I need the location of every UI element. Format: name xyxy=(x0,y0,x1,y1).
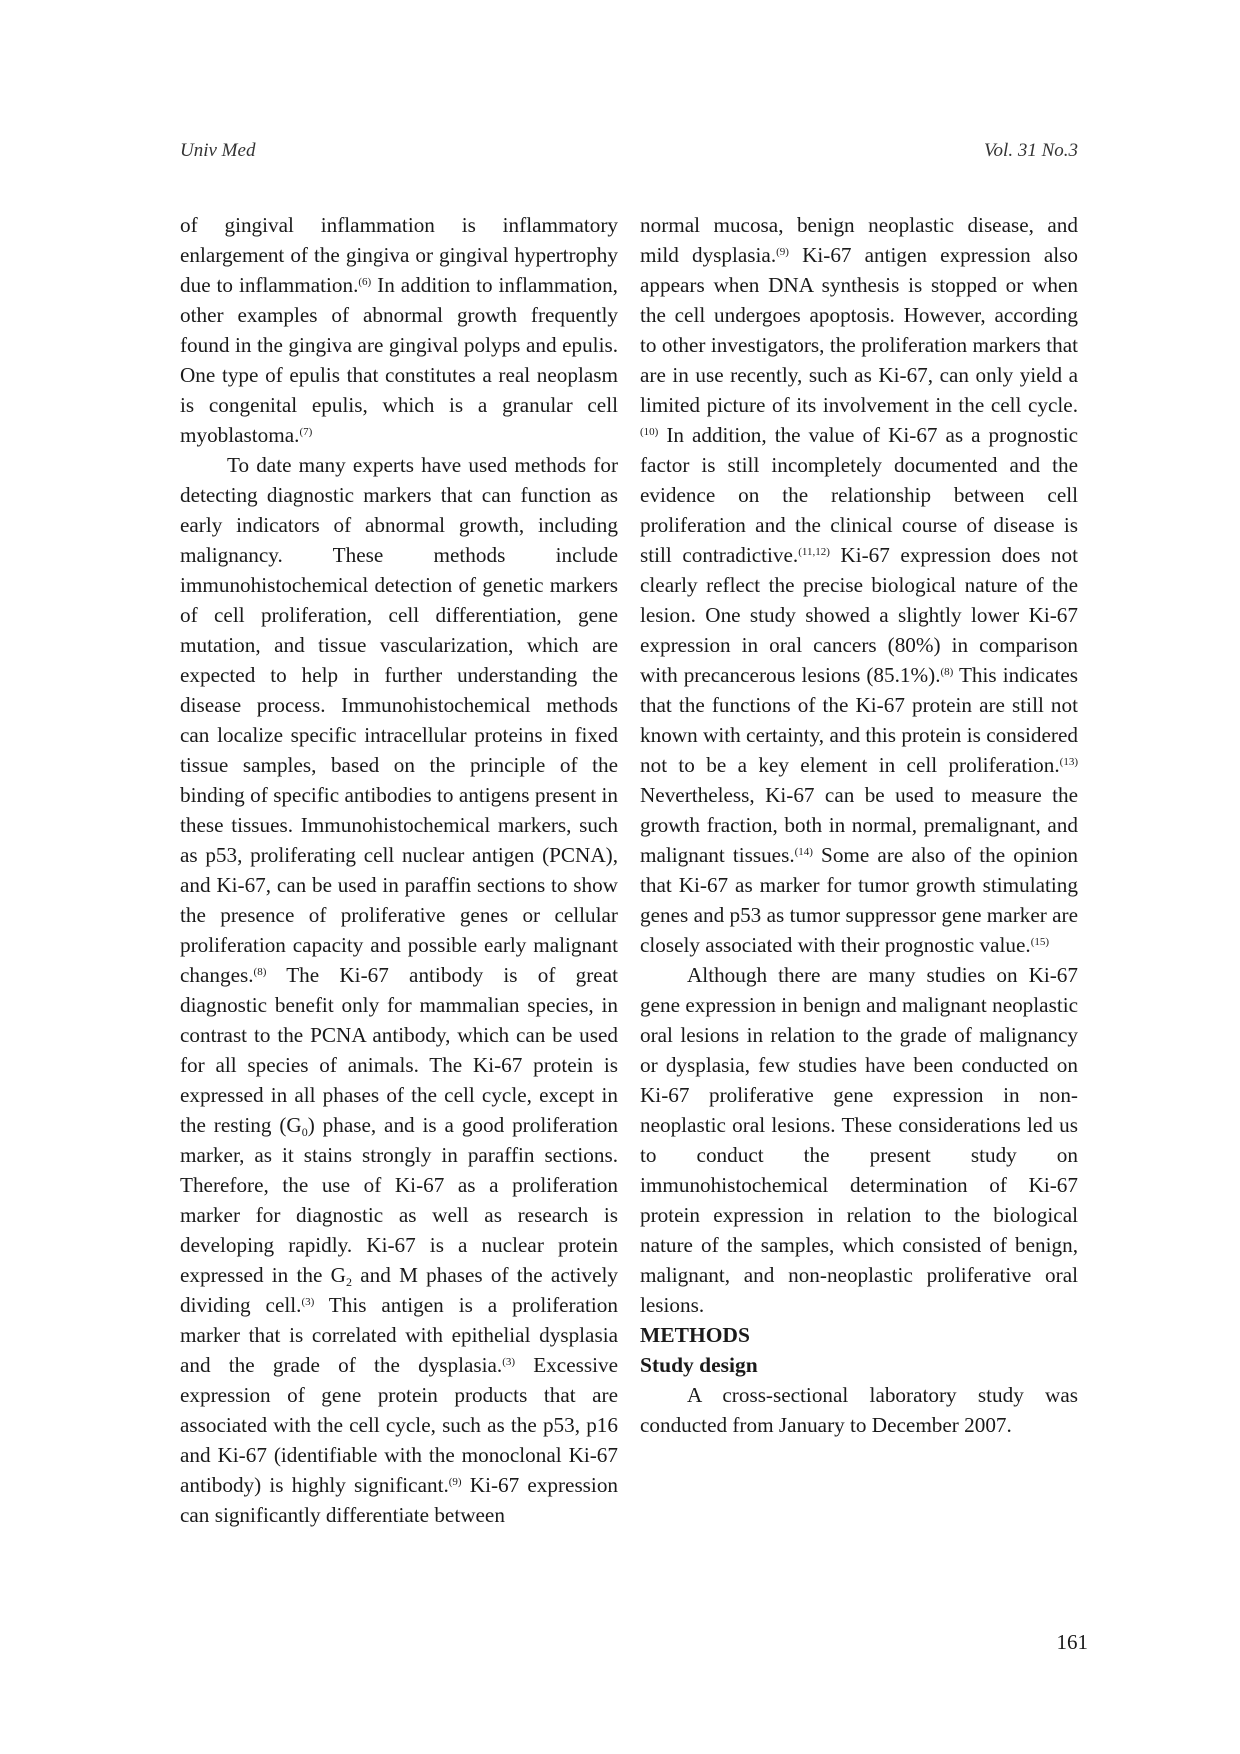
text-run: and M phases of the actively dividing cell. xyxy=(180,1263,618,1317)
text-run: Some are also of the opinion that Ki-67 as marker for tumor growth stimulating genes and p53 as tumor suppressor gene marker are closely associated with their prognostic value. xyxy=(640,843,1078,957)
subscript: 2 xyxy=(345,1275,352,1289)
citation-ref: (7) xyxy=(299,426,313,438)
text-run: In addition to inflammation, other examples of abnormal growth frequently found in the gingiva are gingival polyps and epulis. One type of epulis that constitutes a real neoplasm is congenital epulis, which is a granular cell myoblastoma. xyxy=(180,273,618,447)
text-run: In addition, the value of Ki-67 as a prognostic factor is still incompletely documented and the evidence on the relationship between cell proliferation and the clinical course of disease is still contradictive. xyxy=(640,423,1078,567)
left-column xyxy=(180,210,618,1530)
text-run: To date many experts have used methods for detecting diagnostic markers that can function as early indicators of abnormal growth, including malignancy. These methods include immunohistochemical detection of genetic markers of cell proliferation, cell differentiation, gene mutation, and tissue vascularization, which are expected to help in further understanding the disease process. Immunohistochemical methods can localize specific intracellular proteins in fixed tissue samples, based on the principle of the binding of specific antibodies to antigens present in these tissues. Immunohistochemical markers, such as p53, proliferating cell nuclear antigen (PCNA), and Ki-67, can be used in paraffin sections to show the presence of proliferative genes or cellular proliferation capacity and possible early malignant changes. xyxy=(180,453,618,987)
citation-ref: (15) xyxy=(1030,936,1050,948)
citation-ref: (3) xyxy=(502,1356,516,1368)
citation-ref: (14) xyxy=(794,846,813,858)
citation-ref: (8) xyxy=(940,666,954,678)
text-run: The Ki-67 antibody is of great diagnostic benefit only for mammalian species, in contrast to the PCNA antibody, which can be used for all species of animals. The Ki-67 protein is expressed in all phases of the cell cycle, except in the resting (G xyxy=(180,963,618,1137)
text-run: Ki-67 expression does not clearly reflect the precise biological nature of the lesion. One study showed a slightly lower Ki-67 expression in oral cancers (80%) in comparison with precancerous lesions (85.1%). xyxy=(640,543,1078,687)
text-run: Excessive expression of gene protein products that are associated with the cell cycle, such as the p53, p16 and Ki-67 (identifiable with the monoclonal Ki-67 antibody) is highly significant. xyxy=(180,1353,618,1497)
citation-ref: (11,12) xyxy=(798,546,830,558)
citation-ref: (8) xyxy=(253,966,267,978)
text-run: normal mucosa, benign neoplastic disease, and mild dysplasia. xyxy=(640,213,1078,267)
text-run: This antigen is a proliferation marker that is correlated with epithelial dysplasia and the grade of the dysplasia. xyxy=(180,1293,618,1377)
citation-ref: (10) xyxy=(640,426,659,438)
citation-ref: (3) xyxy=(301,1296,315,1308)
section-heading-methods: METHODS xyxy=(640,1323,750,1347)
citation-ref: (13) xyxy=(1059,756,1078,768)
text-run: ) phase, and is a good proliferation marker, as it stains strongly in paraffin sections. Therefore, the use of Ki-67 as a proliferation marker for diagnostic as well as research is developing rapidly. Ki-67 is a nuclear protein expressed in the G xyxy=(180,1113,618,1287)
paragraph xyxy=(640,210,1078,960)
page-number: 161 xyxy=(1056,1630,1088,1654)
citation-ref: (6) xyxy=(358,276,372,288)
citation-ref: (9) xyxy=(448,1476,462,1488)
paragraph xyxy=(180,450,618,1530)
paragraph: A cross-sectional laboratory study was conducted from January to December 2007. xyxy=(640,1383,1078,1437)
text-run: Ki-67 expression can significantly differentiate between xyxy=(180,1473,619,1527)
text-run: Nevertheless, Ki-67 can be used to measure the growth fraction, both in normal, premalignant, and malignant tissues. xyxy=(640,783,1078,867)
subscript: 0 xyxy=(301,1125,308,1139)
journal-name: Univ Med xyxy=(180,140,256,161)
citation-ref: (9) xyxy=(776,246,789,258)
body-columns xyxy=(180,210,1078,1530)
right-column xyxy=(640,210,1078,1530)
subsection-heading-study-design: Study design xyxy=(640,1353,758,1377)
text-run: of gingival inflammation is inflammatory enlargement of the gingiva or gingival hypertrophy due to inflammation. xyxy=(180,213,618,297)
text-run: This indicates that the functions of the Ki-67 protein are still not known with certainty, and this protein is considered not to be a key element in cell proliferation. xyxy=(640,663,1078,777)
paragraph xyxy=(180,210,618,450)
text-run: Ki-67 antigen expression also appears when DNA synthesis is stopped or when the cell undergoes apoptosis. However, according to other investigators, the proliferation markers that are in use recently, such as Ki-67, can only yield a limited picture of its involvement in the cell cycle. xyxy=(640,243,1078,417)
volume-number: Vol. 31 No.3 xyxy=(984,140,1078,161)
paragraph: Although there are many studies on Ki-67 gene expression in benign and malignant neoplastic oral lesions in relation to the grade of malignancy or dysplasia, few studies have been conducted on Ki-67 proliferative gene expression in non-neoplastic oral lesions. These considerations led us to conduct the present study on immunohistochemical determination of Ki-67 protein expression in relation to the biological nature of the samples, which consisted of benign, malignant, and non-neoplastic proliferative oral lesions. xyxy=(640,963,1078,1317)
running-header xyxy=(180,140,1078,162)
